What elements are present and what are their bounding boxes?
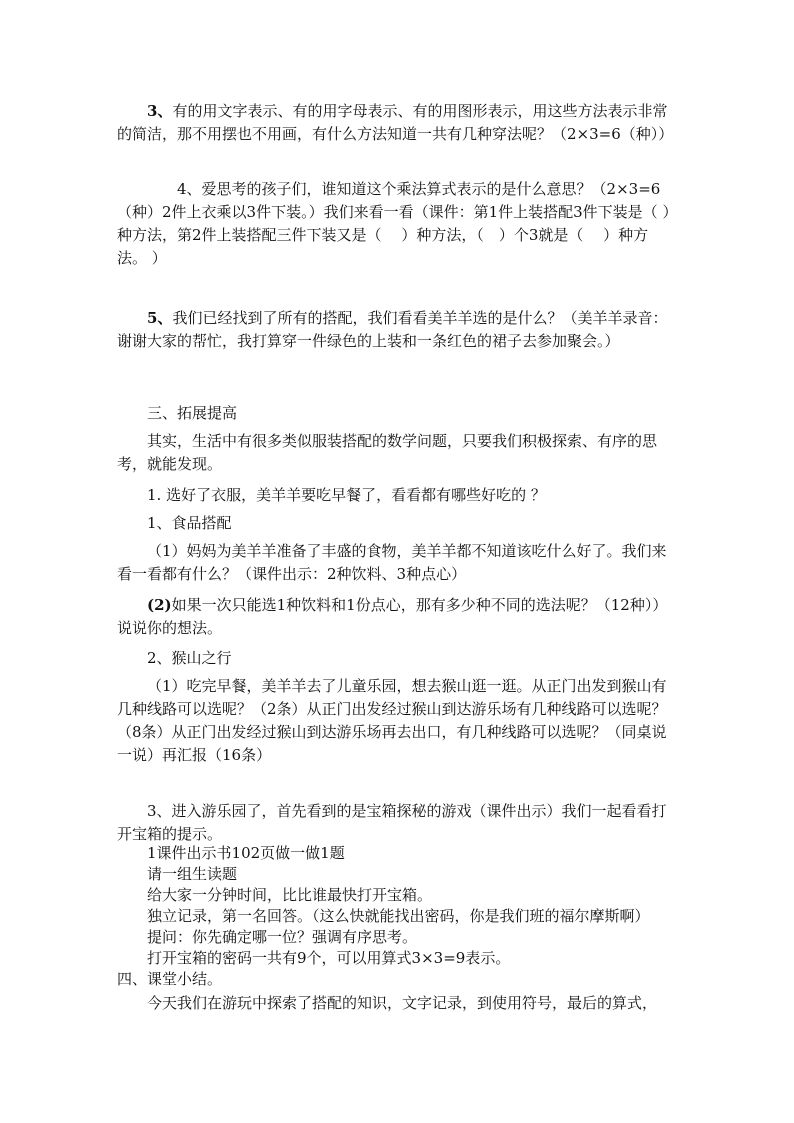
monkey-hill-title: 2、猴山之行 <box>147 649 232 667</box>
food-pairing-item-2-text: 如果一次只能选1种饮料和1份点心，那有多少种不同的选法呢？（12种））说说你的想法。 <box>117 596 668 637</box>
paragraph-5-number: 5、 <box>147 309 173 327</box>
courseware-line: 1课件出示书102页做一做1题 <box>147 844 345 862</box>
food-pairing-item-2-number: (2) <box>147 596 172 614</box>
ask-question-line: 提问：你先确定哪一位？强调有序思考。 <box>147 928 418 946</box>
paragraph-3-text: 有的用文字表示、有的用字母表示、有的用图形表示，用这些方法表示非常的简洁，那不用摆也不用画，有什么方法知道一共有几种穿法呢？（2×3=6（种）） <box>117 102 674 143</box>
monkey-hill-item-1: （1）吃完早餐，美羊羊去了儿童乐园，想去猴山逛一逛。从正门出发到猴山有几种线路可以选呢？（2条）从正门出发经过猴山到达游乐场有几种线路可以选呢？（8条）从正门出发经过猴山到达游乐场再去出口，有几种线路可以选呢？（同桌说一说）再汇报（16条） <box>117 677 667 764</box>
food-pairing-title: 1、食品搭配 <box>147 514 232 532</box>
section-4-heading: 四、课堂小结。 <box>117 970 223 988</box>
section-3-heading: 三、拓展提高 <box>147 404 238 422</box>
paragraph-3 <box>117 100 677 146</box>
section-3-question-1: 1. 选好了衣服，美羊羊要吃早餐了，看看都有哪些好吃的 ？ <box>147 486 546 504</box>
record-answer-line: 独立记录，第一名回答。（这么快就能找出密码，你是我们班的福尔摩斯啊） <box>147 907 650 925</box>
paragraph-5-text: 我们已经找到了所有的搭配，我们看看美羊羊选的是什么？（美羊羊录音：谢谢大家的帮忙，我打算穿一件绿色的上装和一条红色的裙子去参加聚会。） <box>117 309 668 350</box>
food-pairing-item-1: （1）妈妈为美羊羊准备了丰盛的食物，美羊羊都不知道该吃什么好了。我们来看一看都有什么？（课件出示：2种饮料、3种点心） <box>117 542 667 583</box>
code-count-line: 打开宝箱的密码一共有9个，可以用算式3×3=9表示。 <box>147 949 511 967</box>
paragraph-5 <box>117 307 677 353</box>
one-minute-line: 给大家一分钟时间，比比谁最快打开宝箱。 <box>147 886 433 904</box>
section-3-intro: 其实，生活中有很多类似服装搭配的数学问题，只要我们积极探索、有序的思考，就能发现。 <box>117 432 658 473</box>
amusement-park-paragraph: 3、进入游乐园了，首先看到的是宝箱探秘的游戏（课件出示）我们一起看看打开宝箱的提示。 <box>117 802 667 843</box>
food-pairing-item-2 <box>117 594 677 640</box>
paragraph-3-number: 3、 <box>147 102 173 120</box>
paragraph-4: 4、爱思考的孩子们，谁知道这个乘法算式表示的是什么意思？（2×3=6（种）2件上衣乘以3件下装。）我们来看一看（课件：第1件上装搭配3件下装是（ ）种方法，第2件上装搭配三件下装又是（ ）种方法，（ ）个3就是（ ）种方法。 ） <box>117 180 670 267</box>
read-question-line: 请一组生读题 <box>147 865 238 883</box>
section-4-text: 今天我们在游玩中探索了搭配的知识，文字记录，到使用符号，最后的算式， <box>147 994 658 1012</box>
